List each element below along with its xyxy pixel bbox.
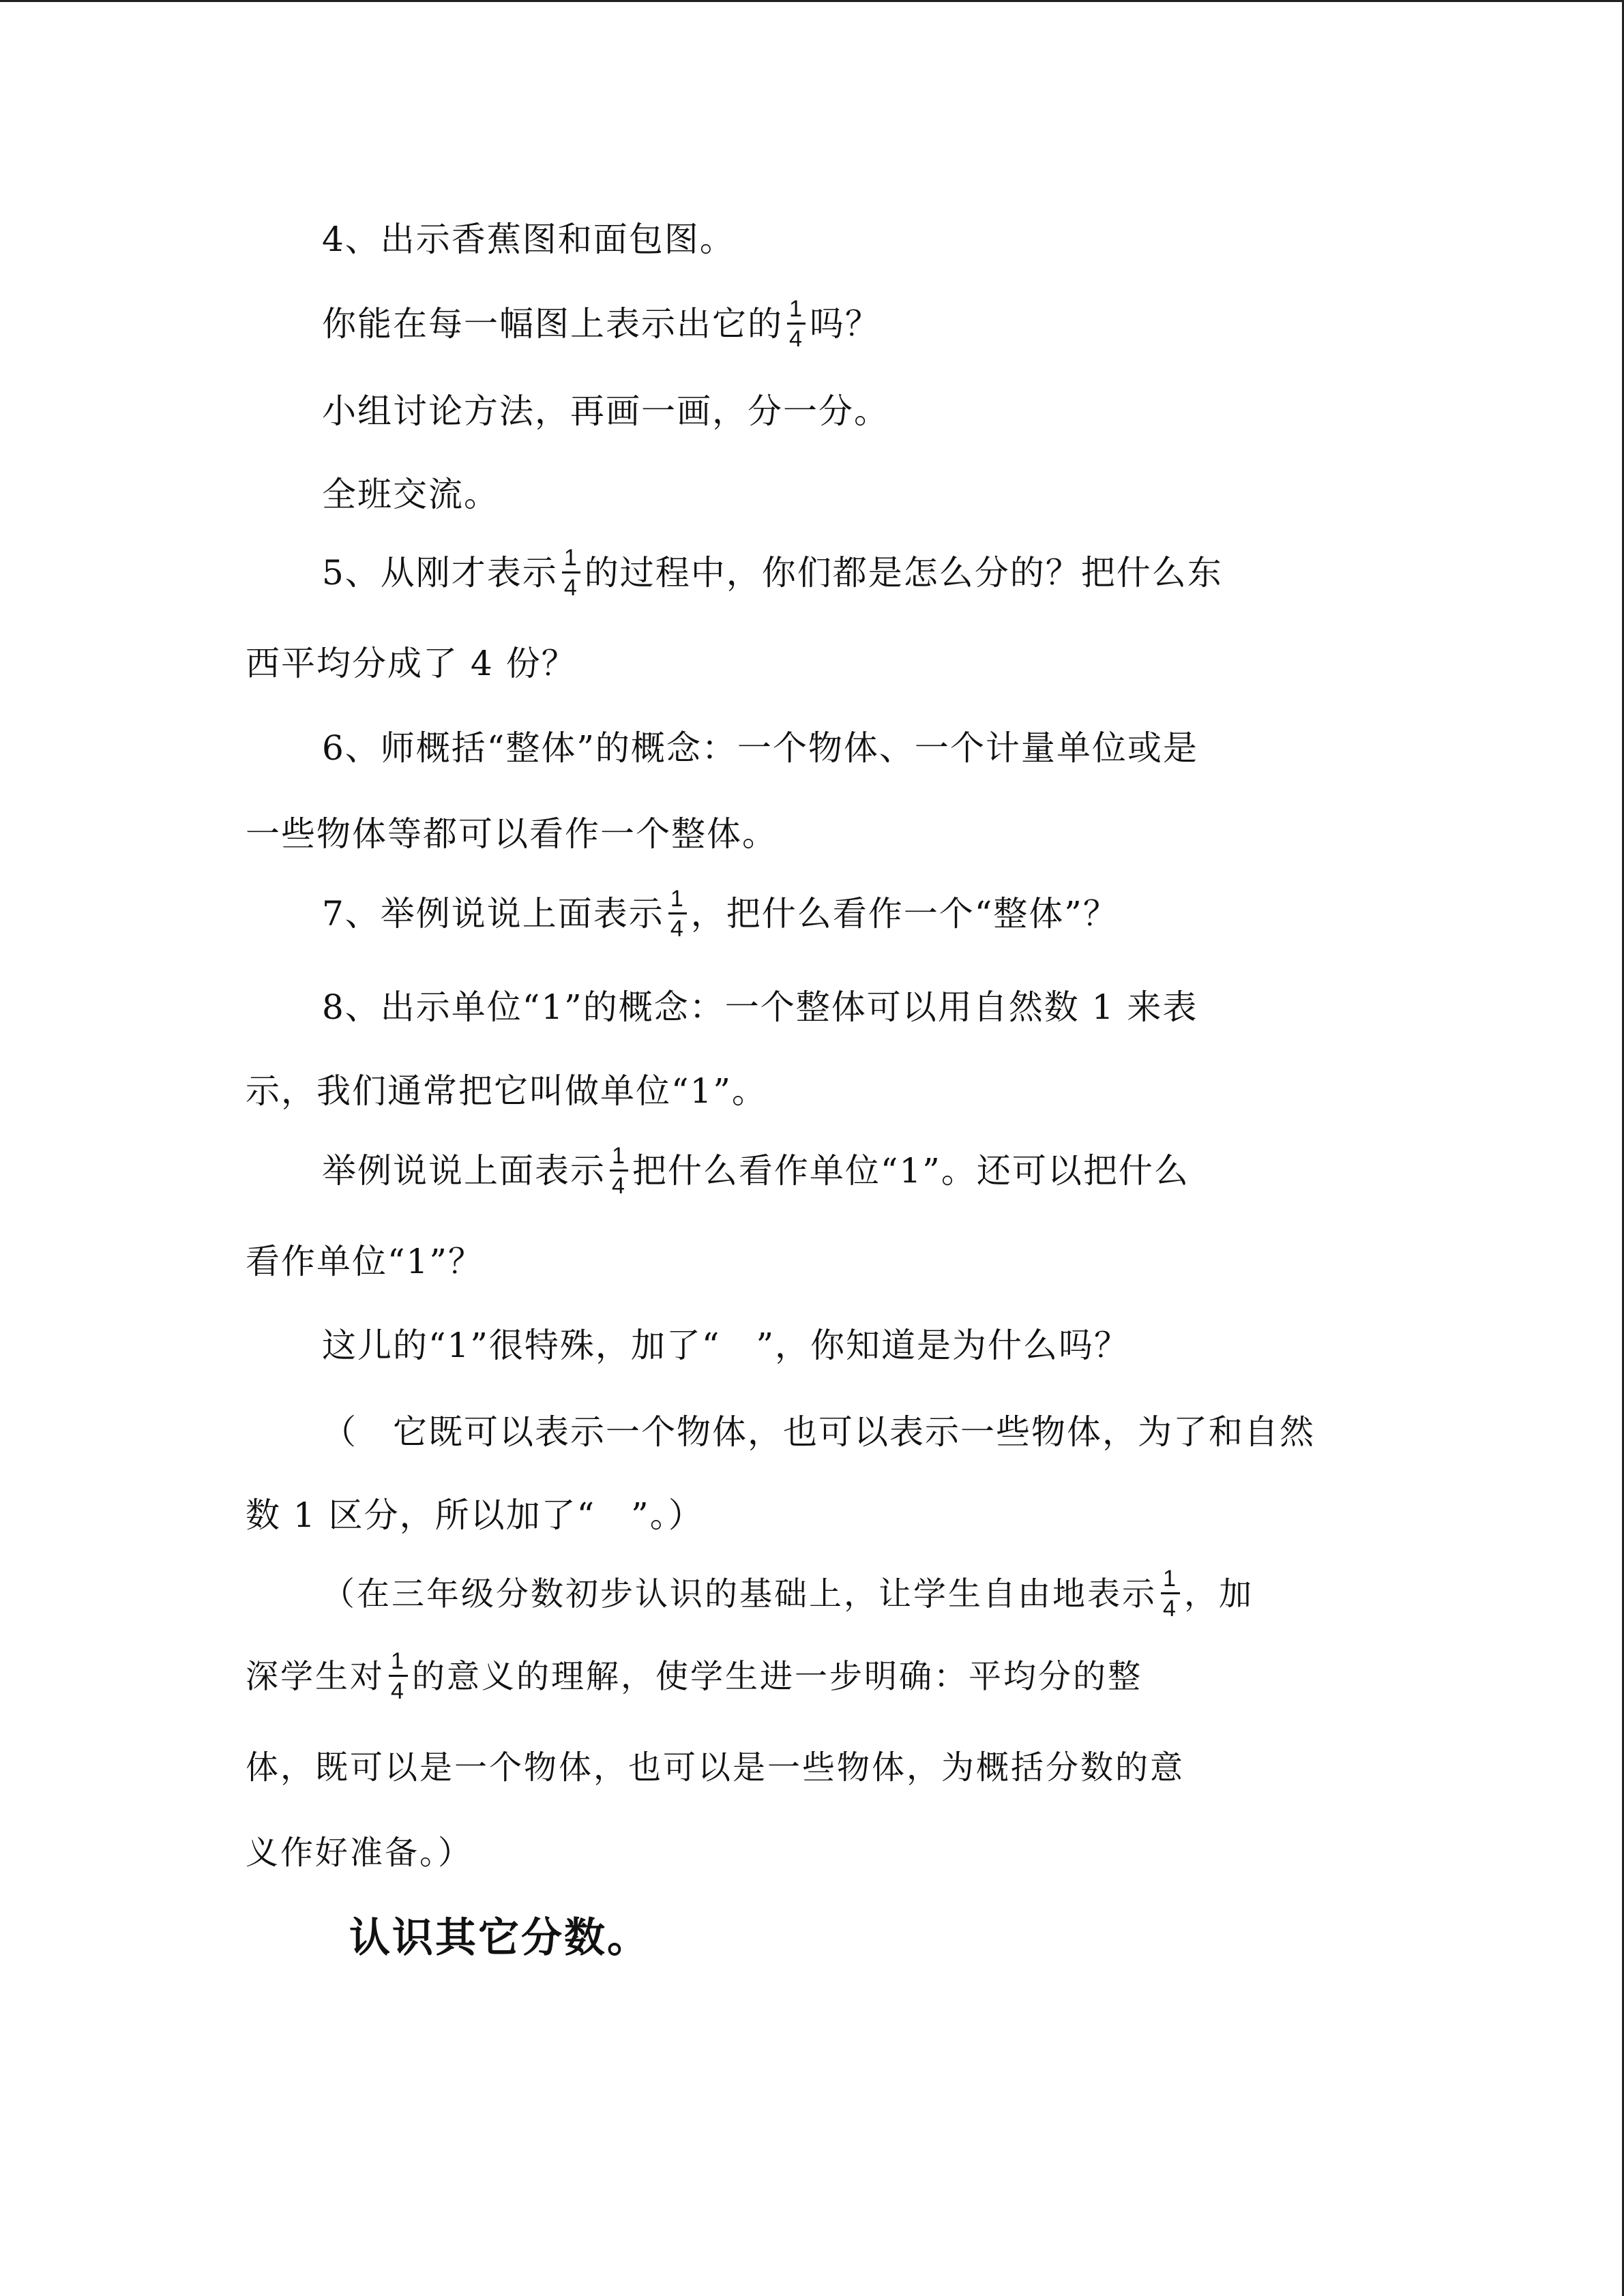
question-text-start: 你能在每一幅图上表示出它的: [322, 304, 783, 344]
unit-one-continuation-text: 看作单位“1”？: [246, 1242, 484, 1281]
step-8-text: 8、出示单位“1”的概念：一个整体可以用自然数 1 来表: [322, 987, 1198, 1027]
group-discussion-line: [322, 391, 889, 431]
unit-one-example-line: [322, 1143, 1190, 1200]
step-6-continuation-text: 一些物体等都可以看作一个整体。: [246, 814, 778, 854]
design-note-3-text: 体，既可以是一个物体，也可以是一些物体，为概括分数的意: [246, 1748, 1185, 1787]
fraction-one-quarter: [562, 546, 580, 599]
group-discussion-text: 小组讨论方法，再画一画，分一分。: [322, 391, 889, 431]
section-heading: 认识其它分数。: [349, 1914, 650, 1962]
question-text-end: 吗？: [809, 304, 881, 344]
step-4-text: 4、出示香蕉图和面包图。: [322, 220, 735, 259]
step-8-continuation-line: [246, 1071, 767, 1111]
step-7-text-end: ，把什么看作一个“整体”？: [690, 894, 1119, 934]
fraction-denominator: 4: [789, 326, 803, 352]
step-5-continuation-line: [246, 646, 577, 681]
design-note-2-start: 深学生对: [246, 1657, 385, 1696]
step-7-line: [322, 886, 1119, 943]
design-note-end: ，加: [1183, 1575, 1254, 1613]
fraction-numerator: 1: [562, 546, 580, 573]
unit-one-continuation-line: [246, 1244, 484, 1279]
design-note-line: [322, 1566, 1254, 1623]
fraction-numerator: 1: [787, 297, 806, 325]
unit-one-example-end: 把什么看作单位“1”。还可以把什么: [632, 1151, 1190, 1191]
explanation-line: [322, 1412, 1315, 1452]
step-8-line: [322, 987, 1198, 1027]
step-5-text-end: 的过程中，你们都是怎么分的？把什么东: [584, 553, 1223, 593]
fraction-denominator: 4: [563, 575, 578, 601]
fraction-denominator: 4: [391, 1678, 406, 1704]
design-note-start: （在三年级分数初步认识的基础上，让学生自由地表示: [322, 1575, 1157, 1613]
step-5-text-start: 5、从刚才表示: [322, 553, 558, 593]
explanation-continuation-text: 数 1 区分，所以加了“ ”。）: [246, 1495, 704, 1535]
step-6-continuation-line: [246, 814, 778, 854]
special-one-question-line: [322, 1326, 1130, 1365]
step-6-text: 6、师概括“整体”的概念：一个物体、一个计量单位或是: [322, 728, 1198, 768]
class-exchange-line: [322, 475, 499, 514]
step-5-line: [322, 545, 1223, 602]
step-4-line: [322, 220, 735, 259]
special-one-question-text: 这儿的“1”很特殊，加了“ ”，你知道是为什么吗？: [322, 1326, 1130, 1365]
fraction-one-quarter: [668, 887, 687, 940]
fraction-numerator: 1: [1161, 1567, 1180, 1594]
fraction-denominator: 4: [612, 1173, 626, 1199]
step-7-text-start: 7、举例说说上面表示: [322, 894, 664, 934]
fraction-denominator: 4: [1163, 1596, 1178, 1622]
page-top-border: [0, 0, 1624, 2]
design-note-line-3: [246, 1748, 1185, 1787]
step-6-line: [322, 728, 1198, 768]
fraction-one-quarter: [389, 1650, 408, 1703]
unit-one-example-start: 举例说说上面表示: [322, 1151, 606, 1191]
question-fraction-line: [322, 296, 881, 353]
class-exchange-text: 全班交流。: [322, 475, 499, 514]
design-note-4-text: 义作好准备。）: [246, 1834, 473, 1872]
design-note-2-end: 的意义的理解，使学生进一步明确：平均分的整: [411, 1657, 1142, 1696]
fraction-one-quarter: [787, 297, 806, 351]
design-note-line-4: [246, 1834, 473, 1872]
step-5-continuation-text: 西平均分成了 4 份？: [246, 644, 577, 683]
explanation-continuation-line: [246, 1495, 704, 1535]
fraction-one-quarter: [1161, 1567, 1180, 1620]
fraction-numerator: 1: [668, 887, 687, 914]
explanation-text: （ 它既可以表示一个物体，也可以表示一些物体，为了和自然: [322, 1412, 1315, 1452]
step-8-continuation-text: 示，我们通常把它叫做单位“1”。: [246, 1071, 767, 1111]
fraction-numerator: 1: [389, 1650, 408, 1677]
fraction-one-quarter: [610, 1144, 628, 1197]
fraction-denominator: 4: [670, 916, 685, 942]
fraction-numerator: 1: [610, 1144, 628, 1172]
design-note-line-2: [246, 1648, 1142, 1705]
